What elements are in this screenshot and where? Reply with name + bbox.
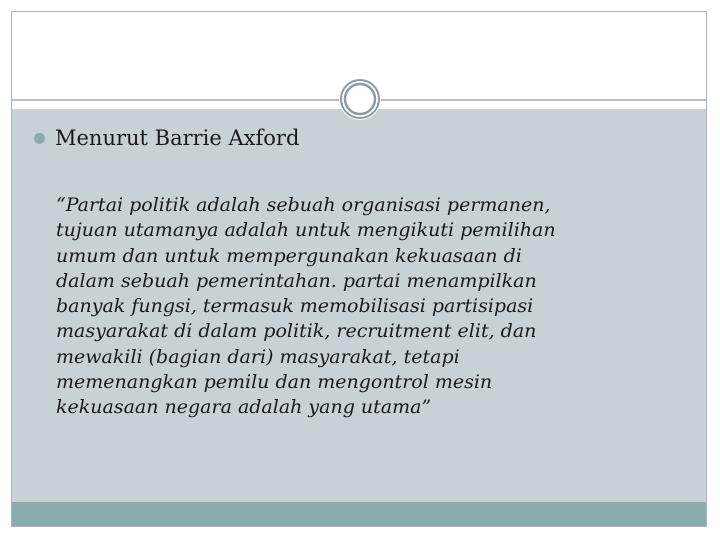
circle-ornament-icon xyxy=(339,78,381,120)
quote-line: kekuasaan negara adalah yang utama” xyxy=(56,396,432,419)
bullet-label: Menurut Barrie Axford xyxy=(55,126,300,150)
bullet-icon xyxy=(34,133,45,144)
quote-line: banyak fungsi, termasuk memobilisasi partisipasi xyxy=(56,295,534,318)
quote-line: tujuan utamanya adalah untuk mengikuti pemilihan xyxy=(56,219,556,242)
quote-line: umum dan untuk mempergunakan kekuasaan di xyxy=(56,244,522,267)
quote-line: memenangkan pemilu dan mengontrol mesin xyxy=(56,371,493,394)
quote-line: masyarakat di dalam politik, recruitment elit, dan xyxy=(56,320,537,343)
quote-line: mewakili (bagian dari) masyarakat, tetapi xyxy=(56,345,460,368)
bullet-item xyxy=(34,126,299,150)
quote-text xyxy=(56,193,696,421)
quote-line: “Partai politik adalah sebuah organisasi permanen, xyxy=(56,194,551,216)
quote-line: dalam sebuah pemerintahan. partai menampilkan xyxy=(56,269,537,292)
footer-bar xyxy=(12,502,706,526)
